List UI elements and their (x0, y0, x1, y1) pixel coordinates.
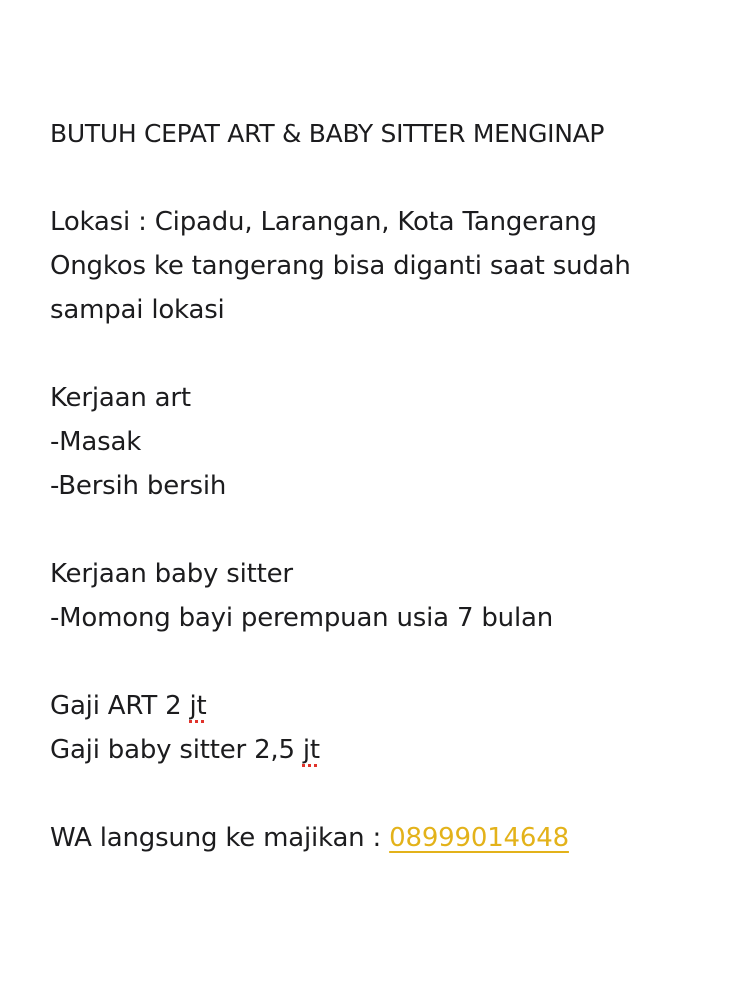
blank-line (50, 772, 730, 816)
note-title: BUTUH CEPAT ART & BABY SITTER MENGINAP (50, 119, 605, 148)
blank-line (50, 640, 730, 684)
sitter-heading: Kerjaan baby sitter (50, 559, 293, 589)
art-task-cooking: -Masak (50, 427, 142, 457)
sitter-task: -Momong bayi perempuan usia 7 bulan (50, 603, 553, 633)
art-task-cleaning: -Bersih bersih (50, 471, 227, 501)
art-heading: Kerjaan art (50, 383, 191, 413)
note-body[interactable] (50, 112, 730, 860)
salary-art-line (50, 684, 730, 728)
contact-line (50, 816, 730, 860)
blank-line (50, 156, 730, 200)
spellcheck-word[interactable]: jt (189, 691, 207, 721)
blank-line (50, 508, 730, 552)
salary-sitter-text: Gaji baby sitter 2,5 (50, 735, 303, 765)
fare-line-2: sampai lokasi (50, 295, 225, 325)
spellcheck-word[interactable]: jt (302, 735, 320, 765)
salary-sitter-line (50, 728, 730, 772)
contact-label: WA langsung ke majikan : (50, 823, 390, 853)
salary-art-text: Gaji ART 2 (50, 691, 190, 721)
phone-number-link[interactable]: 08999014648 (389, 823, 569, 853)
fare-line-1: Ongkos ke tangerang bisa diganti saat sudah (50, 251, 631, 281)
location-line: Lokasi : Cipadu, Larangan, Kota Tangerang (50, 207, 597, 237)
blank-line (50, 332, 730, 376)
